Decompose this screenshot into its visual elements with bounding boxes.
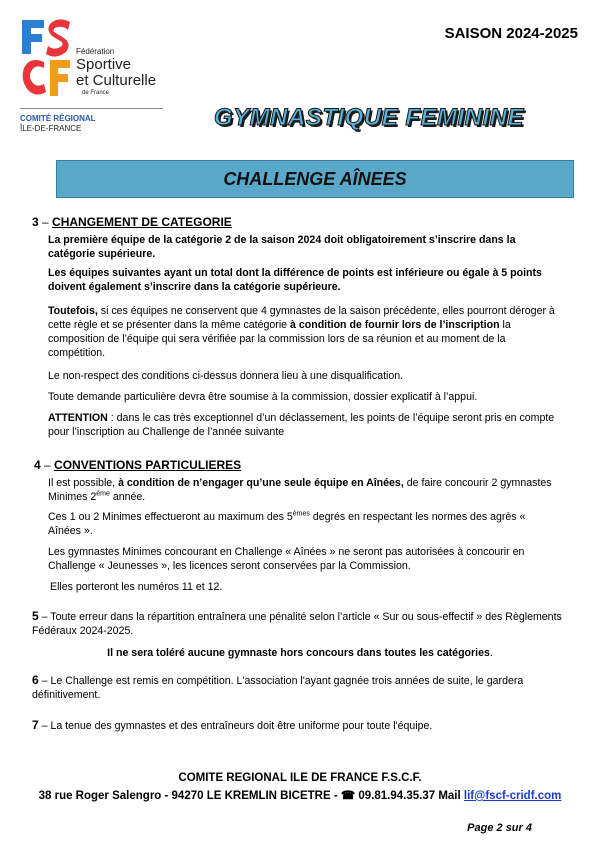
section-3-paragraph-5: Toute demande particulière devra être soumise à la commission, dossier explicatif à l’appui. — [48, 391, 478, 403]
section-3-title: CHANGEMENT DE CATEGORIE — [52, 215, 232, 229]
footer-address: 38 rue Roger Salengro - 94270 LE KREMLIN BICETRE - — [38, 790, 341, 802]
section-3-dash: – — [38, 215, 53, 229]
logo-divider — [20, 108, 163, 109]
section-6-body: – Le Challenge est remis en compétition. L'association l'ayant gagnée trois années de suite, le gardera définitivement. — [32, 675, 524, 701]
section-4-p2-text-2: degrés en respectant les normes des agrès « Aînées ». — [48, 511, 526, 537]
section-6-number: 6 — [32, 673, 39, 687]
section-5-body: – Toute erreur dans la répartition entraînera une pénalité selon l’article « Sur ou sous-effectif » des Règlements Fédéraux 2024-2025. — [32, 611, 562, 637]
challenge-banner — [56, 160, 574, 198]
section-3-paragraph-1: La première équipe de la catégorie 2 de la saison 2024 doit obligatoirement s’inscrire dans la catégorie supérieure. — [48, 234, 516, 260]
section-4-p1-text-2: de faire concourir 2 gymnastes Minimes 2 — [48, 477, 552, 503]
fscf-logo-mark — [20, 18, 72, 100]
section-4-title: CONVENTIONS PARTICULIERES — [54, 458, 242, 472]
section-3-heading — [32, 215, 232, 229]
telephone-icon: ☎ — [340, 790, 356, 802]
section-3-paragraph-4: Le non-respect des conditions ci-dessus donnera lieu à une disqualification. — [48, 370, 404, 382]
section-7-body: – La tenue des gymnastes et des entraîneurs doit être uniforme pour toute l'équipe. — [38, 720, 433, 732]
section-4-p1-sup: ème — [96, 490, 110, 498]
section-4-p1-text-1: Il est possible, — [48, 477, 119, 489]
section-3-p6-bold: ATTENTION — [48, 412, 108, 424]
section-5-text — [32, 609, 562, 638]
section-3-p3-bold-1: Toutefois, — [48, 305, 98, 317]
section-4-paragraph-2 — [48, 510, 538, 538]
federation-line-2: Sportive — [76, 56, 132, 73]
section-3-p3-text-2: la composition de l’équipe qui sera vérifiée par la commission lors de sa réunion et au moment de la compétition. — [48, 319, 511, 359]
section-4-dash: – — [40, 458, 55, 472]
section-5-notice-end: . — [489, 647, 493, 659]
page-number: Page 2 sur 4 — [467, 822, 532, 834]
federation-line-1: Fédération — [76, 47, 115, 56]
footer-phone: 09.81.94.35.37 Mail — [355, 790, 464, 802]
region-line-2: ÎLE-DE-FRANCE — [20, 124, 82, 133]
federation-line-4: de France — [82, 90, 110, 96]
section-4-p1-text-3: année. — [109, 491, 146, 503]
section-5-number: 5 — [32, 609, 39, 623]
section-4-paragraph-1 — [48, 476, 558, 504]
footer-organisation: COMITE REGIONAL ILE DE FRANCE F.S.C.F. — [178, 772, 422, 784]
section-3-p3-bold-2: à condition de fournir lors de l’inscription — [290, 319, 500, 331]
section-5-notice-bold: Il ne sera toléré aucune gymnaste hors concours dans toutes les catégories — [107, 647, 490, 659]
discipline-title: GYMNASTIQUE FEMININE — [213, 104, 524, 131]
section-7-number: 7 — [32, 718, 39, 732]
section-6-text — [32, 673, 532, 702]
section-7-text — [32, 718, 562, 733]
section-4-p2-sup: èmes — [292, 510, 310, 518]
federation-line-3: et Culturelle — [76, 72, 157, 89]
section-3-number: 3 — [32, 215, 39, 229]
footer-contact — [0, 788, 600, 802]
section-4-number: 4 — [34, 458, 41, 472]
footer-email-link[interactable]: lif@fscf-cridf.com — [463, 790, 562, 802]
section-4-p1-bold: à condition de n’engager qu’une seule équipe en Aînées, — [118, 477, 404, 489]
section-3-paragraph-6 — [48, 411, 560, 439]
section-3-p6-text: : dans le cas très exceptionnel d’un déclassement, les points de l’équipe seront pris en compte pour l’inscription au Challenge de l’année suivante — [48, 412, 555, 438]
section-4-paragraph-3: Les gymnastes Minimes concourant en Challenge « Aînées » ne seront pas autorisées à concourir en Challenge « Jeunesses », les licences seront conservées par la Commission. — [48, 546, 525, 572]
region-line-1: COMITÉ RÉGIONAL — [20, 114, 96, 123]
challenge-banner-text: CHALLENGE AÎNEES — [223, 169, 407, 189]
section-3-paragraph-2: Les équipes suivantes ayant un total dont la différence de points est inférieure ou égale à 5 points doivent également s’inscrire dans la catégorie supérieure. — [48, 267, 542, 293]
section-4-p2-text-1: Ces 1 ou 2 Minimes effectueront au maximum des 5 — [48, 511, 293, 523]
section-4-heading — [34, 458, 241, 472]
section-3-p3-text-1: si ces équipes ne conservent que 4 gymnastes de la saison précédente, elles pourront déroger à cette règle et se présenter dans la même catégorie — [48, 305, 555, 331]
season-label: SAISON 2024-2025 — [444, 25, 578, 42]
section-3-paragraph-3 — [48, 304, 560, 360]
section-5-notice — [0, 646, 600, 660]
fscf-logo — [20, 18, 170, 133]
section-4-paragraph-4: Elles porteront les numéros 11 et 12. — [50, 581, 223, 593]
